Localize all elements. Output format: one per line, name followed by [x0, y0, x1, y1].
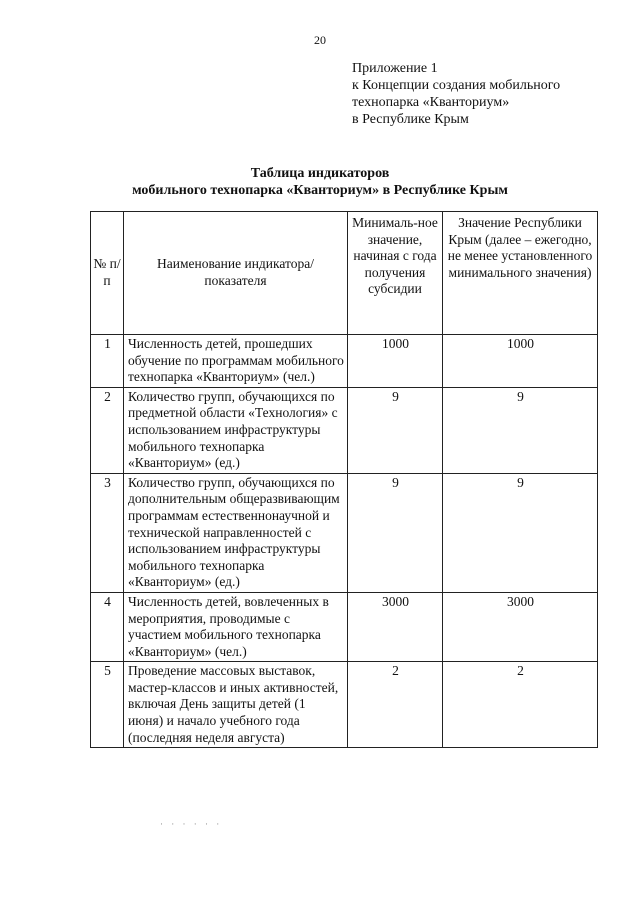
page-number: 20: [314, 33, 326, 47]
table-title-line: Таблица индикаторов: [250, 166, 390, 181]
table-title-line: мобильного технопарка «Кванториум» в Республике Крым: [132, 183, 508, 198]
row-indicator-name: Проведение массовых выставок, мастер-классов и иных активностей, включая День защиты детей (1 июня) и начало учебного года (последняя неделя августа): [124, 662, 348, 748]
scan-artifact-marks: · · · · · ·: [160, 819, 223, 829]
table-row: [91, 335, 598, 388]
row-crimea-value: 3000: [443, 592, 598, 661]
table-header-row: [91, 212, 598, 335]
header-minimum-value: Минималь-ное значение, начиная с года получения субсидии: [348, 212, 443, 335]
row-number: 5: [91, 662, 124, 748]
table-row: [91, 387, 598, 473]
row-minimum-value: 2: [348, 662, 443, 748]
row-crimea-value: 1000: [443, 335, 598, 388]
appendix-note: [352, 60, 560, 128]
row-indicator-name: Численность детей, прошедших обучение по программам мобильного технопарка «Кванториум» (чел.): [124, 335, 348, 388]
row-indicator-name: Численность детей, вовлеченных в мероприятия, проводимые с участием мобильного технопарка «Кванториум» (чел.): [124, 592, 348, 661]
table-row: [91, 473, 598, 592]
row-number: 1: [91, 335, 124, 388]
header-indicator-name: Наименование индикатора/показателя: [124, 212, 348, 335]
appendix-line: Приложение 1: [352, 61, 438, 76]
header-number: № п/п: [91, 212, 124, 335]
appendix-line: к Концепции создания мобильного: [352, 78, 561, 93]
row-number: 3: [91, 473, 124, 592]
table-title: [0, 165, 640, 199]
row-crimea-value: 9: [443, 387, 598, 473]
table-row: [91, 592, 598, 661]
row-number: 2: [91, 387, 124, 473]
table-row: [91, 662, 598, 748]
row-minimum-value: 9: [348, 473, 443, 592]
row-number: 4: [91, 592, 124, 661]
row-minimum-value: 3000: [348, 592, 443, 661]
row-indicator-name: Количество групп, обучающихся по дополнительным общеразвивающим программам естественнонаучной и технической направленностей с использованием инфраструктуры мобильного технопарка «Кванториум» (ед.): [124, 473, 348, 592]
indicators-table: [90, 211, 598, 748]
appendix-line: в Республике Крым: [352, 112, 469, 127]
row-crimea-value: 9: [443, 473, 598, 592]
row-minimum-value: 1000: [348, 335, 443, 388]
header-crimea-value: Значение Республики Крым (далее – ежегодно, не менее установленного минимального значения): [443, 212, 598, 335]
row-crimea-value: 2: [443, 662, 598, 748]
appendix-line: технопарка «Кванториум»: [352, 95, 510, 110]
row-minimum-value: 9: [348, 387, 443, 473]
row-indicator-name: Количество групп, обучающихся по предметной области «Технология» с использованием инфраструктуры мобильного технопарка «Кванториум» (ед.): [124, 387, 348, 473]
